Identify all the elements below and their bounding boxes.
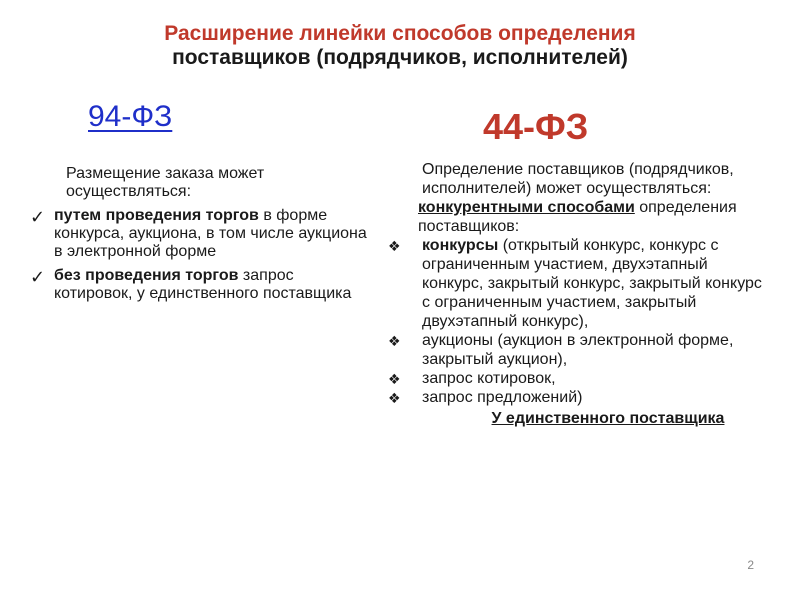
right-item-2-text: аукционы (аукцион в электронной форме, закрытый аукцион), [422, 332, 734, 368]
right-column [388, 160, 768, 428]
left-item-1-bold: путем проведения торгов [54, 207, 259, 224]
slide-title-line-1: Расширение линейки способов определения [164, 22, 636, 45]
right-heading-44fz: 44-ФЗ [483, 106, 589, 147]
right-item-1-text: (открытый конкурс, конкурс с ограниченным участием, двухэтапный конкурс, закрытый конкурс, закрытый конкурс с ограниченным участием, закрытый двухэтапный конкурс), [422, 237, 762, 330]
right-subheading-text: определения поставщиков: [418, 199, 737, 235]
left-item-2-text: запрос котировок, у единственного поставщика [54, 267, 352, 302]
right-item-3-text: запрос котировок, [422, 370, 556, 387]
left-heading-94fz: 94-ФЗ [88, 100, 173, 133]
diamond-bullet-icon: ❖ [388, 390, 401, 406]
left-item-2 [30, 267, 370, 303]
right-item-1 [388, 236, 768, 331]
checkmark-icon: ✓ [30, 207, 46, 227]
right-subheading [388, 198, 768, 236]
left-item-2-bold: без проведения торгов [54, 267, 239, 284]
diamond-bullet-icon: ❖ [388, 371, 401, 387]
right-item-4 [388, 388, 768, 407]
checkmark-icon: ✓ [30, 267, 46, 287]
left-column [30, 165, 370, 303]
right-item-4-text: запрос предложений) [422, 389, 583, 406]
right-final-item: У единственного поставщика [491, 410, 725, 427]
right-intro: Определение поставщиков (подрядчиков, исполнителей) может осуществляться: [422, 161, 734, 197]
right-item-3 [388, 369, 768, 388]
left-intro: Размещение заказа может осуществляться: [66, 165, 265, 200]
right-item-1-bold: конкурсы [422, 237, 499, 254]
slide-title [60, 22, 740, 70]
slide-title-line-2: поставщиков (подрядчиков, исполнителей) [172, 46, 628, 69]
right-subheading-bold: конкурентными способами [418, 199, 635, 216]
right-item-2 [388, 331, 768, 369]
left-item-1-text: в форме конкурса, аукциона, в том числе аукциона в электронной форме [54, 207, 367, 260]
diamond-bullet-icon: ❖ [388, 238, 401, 254]
left-item-1 [30, 207, 370, 261]
diamond-bullet-icon: ❖ [388, 333, 401, 349]
page-number: 2 [747, 558, 754, 572]
